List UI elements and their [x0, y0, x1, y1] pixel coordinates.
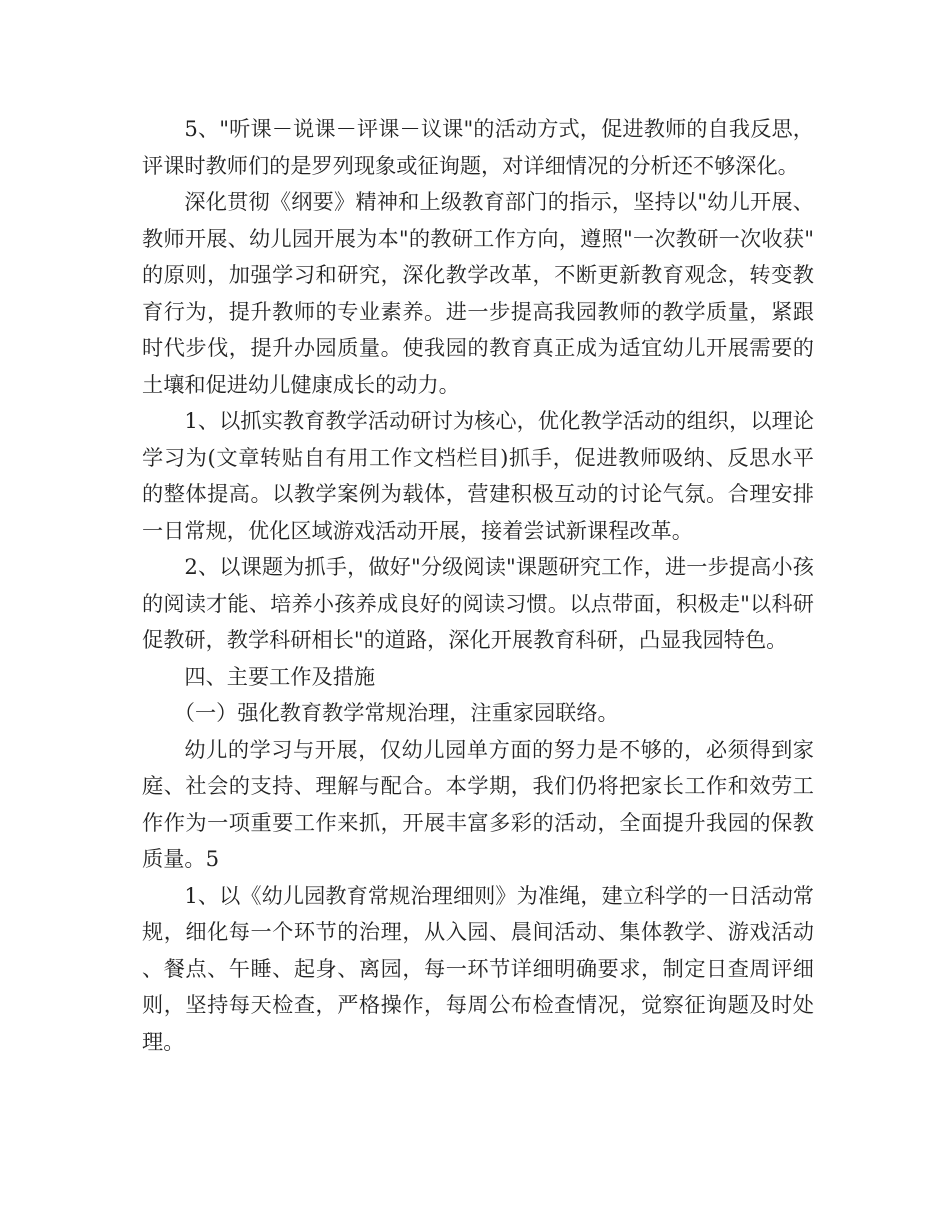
paragraph-family-cooperation: 幼儿的学习与开展，仅幼儿园单方面的努力是不够的，必须得到家庭、社会的支持、理解与配合。本学期，我们仍将把家长工作和效劳工作作为一项重要工作来抓，开展丰富多彩的活动，全面提升我园的保教质量。5 — [142, 736, 814, 871]
document-body — [142, 111, 814, 1060]
paragraph-guiding-principle: 深化贯彻《纲要》精神和上级教育部门的指示，坚持以"幼儿开展、教师开展、幼儿园开展为本"的教研工作方向，遵照"一次教研一次收获"的原则，加强学习和研究，深化教学改革，不断更新教育观念，转变教育行为，提升教师的专业素养。进一步提高我园教师的教学质量，紧跟时代步伐，提升办园质量。使我园的教育真正成为适宜幼儿开展需要的土壤和促进幼儿健康成长的动力。 — [142, 189, 814, 397]
paragraph-goal-1: 1、以抓实教育教学活动研讨为核心，优化教学活动的组织，以理论学习为(文章转贴自有用工作文档栏目)抓手，促进教师吸纳、反思水平的整体提高。以教学案例为载体，营建积极互动的讨论气氛。合理安排一日常规，优化区域游戏活动开展，接着尝试新课程改革。 — [142, 408, 814, 543]
paragraph-routine-rules: 1、以《幼儿园教育常规治理细则》为准绳，建立科学的一日活动常规，细化每一个环节的治理，从入园、晨间活动、集体教学、游戏活动、餐点、午睡、起身、离园，每一环节详细明确要求，制定日查周评细则，坚持每天检查，严格操作，每周公布检查情况，觉察征询题及时处理。 — [142, 882, 814, 1054]
paragraph-reflection: 5、"听课－说课－评课－议课"的活动方式，促进教师的自我反思，评课时教师们的是罗列现象或征询题，对详细情况的分析还不够深化。 — [142, 116, 814, 178]
section-heading: 四、主要工作及措施 — [184, 663, 376, 689]
subsection-heading: （一）强化教育教学常规治理，注重家园联络。 — [173, 700, 619, 725]
paragraph-goal-2: 2、以课题为抓手，做好"分级阅读"课题研究工作，进一步提高小孩的阅读才能、培养小孩养成良好的阅读习惯。以点带面，积极走"以科研促教研，教学科研相长"的道路，深化开展教育科研，凸显我园特色。 — [142, 554, 814, 652]
